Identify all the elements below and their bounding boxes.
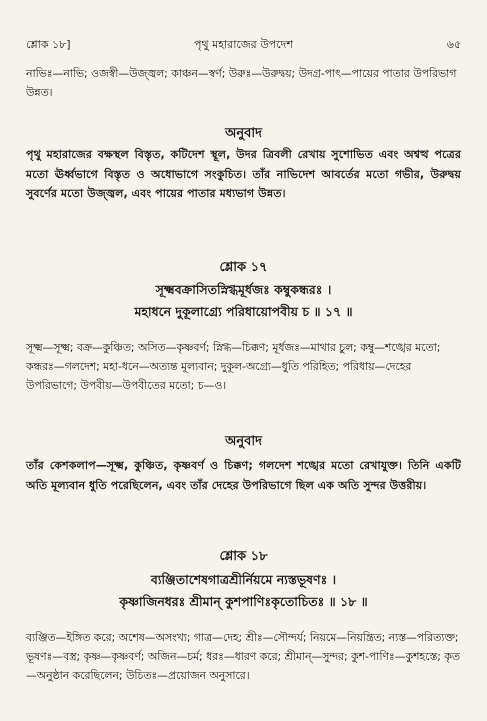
verse-18-label: শ্লোক ১৮ [219, 549, 268, 564]
word-meanings-18: ব্যঞ্জিত—ইঙ্গিত করে; অশেষ—অসংখ্য; গাত্র—দেহ; শ্রীঃ—সৌন্দর্য; নিয়মে—নিয়ন্ত্রিত; ন্যস্ত—পরিত্যক্ত; ভূষণঃ—বস্ত্র; কৃষ্ণ—কৃষ্ণবর্ণ; অজিন—চর্ম; ধরঃ—ধারণ করে; শ্রীমান্—সুন্দর; কুশ-পাণিঃ—কুশহস্তে; কৃত—অনুষ্ঠান করেছিলেন; উচিতঃ—প্রয়োজন অনুসারে। [26, 631, 460, 682]
word-meanings-16: নাভিঃ—নাভি; ওজস্বী—উজ্জ্বল; কাঞ্চন—স্বর্ণ; উরুঃ—উরুদ্বয়; উদগ্র-পাৎ—পায়ের পাতার উপরিভাগ উন্নত। [26, 67, 457, 99]
translation-heading-17: অনুবাদ [225, 434, 262, 449]
verse-18-line-1: ব্যঞ্জিতাশেষগাত্রশ্রীর্নিয়মে ন্যস্তভূষণঃ । [150, 572, 337, 587]
verse-17-line-1: সূক্ষ্মবক্রাসিতস্নিগ্ধমূর্ধজঃ কম্বুকন্ধরঃ । [155, 282, 332, 297]
header-chapter-title: পৃথু মহারাজের উপদেশ [194, 38, 293, 51]
word-meanings-17: সূক্ষ্ম—সূক্ষ্ম; বক্র—কুঞ্চিত; অসিত—কৃষ্ণবর্ণ; স্নিগ্ধ—চিক্কণ; মূর্ধজঃ—মাথার চুল; কম্বু—শঙ্খের মতো; কন্ধরঃ—গলদেশ; মহা-ধনে—অত্যন্ত মূল্যবান; দুকূল-অগ্র্যে—ধুতি পরিহিত; পরিধায়—দেহের উপরিভাগে; উপবীয়—উপবীতের মতো; চ—ও। [26, 341, 441, 392]
verse-17-label: শ্লোক ১৭ [219, 260, 268, 275]
running-header [26, 36, 461, 52]
verse-17-line-2: মহাধনে দুকূলাগ্র্যে পরিধায়োপবীয় চ ॥ ১৭ ॥ [134, 304, 353, 319]
translation-16: পৃথু মহারাজের বক্ষস্থল বিস্তৃত, কটিদেশ স্থূল, উদর ত্রিবলী রেখায় সুশোভিত এবং অশ্বত্থ পত্রের মতো ঊর্ধ্বভাগে বিস্তৃত ও অধোভাগে সংকুচিত। তাঁর নাভিদেশ আবর্তের মতো গভীর, উরুদ্বয় সুবর্ণের মতো উজ্জ্বল, এবং পায়ের পাতার মধ্যভাগ উন্নত। [26, 148, 461, 200]
translation-heading-16: অনুবাদ [225, 126, 262, 141]
header-verse-ref: শ্লোক ১৮] [26, 38, 71, 51]
translation-17: তাঁর কেশকলাপ—সূক্ষ্ম, কুঞ্চিত, কৃষ্ণবর্ণ ও চিক্কণ; গলদেশ শঙ্খের মতো রেখাযুক্ত। তিনি একটি অতি মূল্যবান ধুতি পরেছিলেন, এবং তাঁর দেহের উপরিভাগে ছিল এক অতি সুন্দর উত্তরীয়। [26, 459, 461, 492]
page-number: ৬৫ [446, 38, 461, 51]
verse-18-line-2: কৃষ্ণাজিনধরঃ শ্রীমান্ কুশপাণিঃকৃতোচিতঃ ॥ ১৮ ॥ [119, 594, 368, 609]
